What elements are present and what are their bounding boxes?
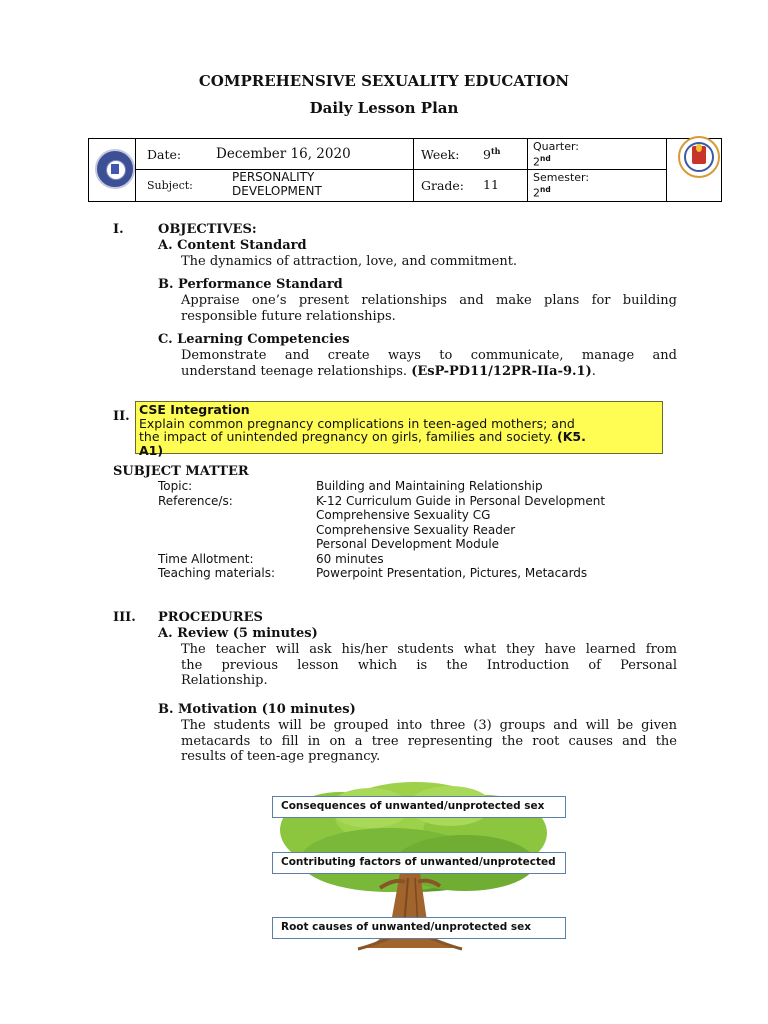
metacard-consequences: Consequences of unwanted/unprotected sex [272, 796, 566, 818]
document-subtitle: Daily Lesson Plan [309, 99, 459, 117]
cse-heading: CSE Integration [139, 402, 250, 417]
learning-competencies-text: Demonstrate and create ways to communicate, manage and understand teenage relationships. (EsP-PD11/12PR-IIa-9.1). [181, 348, 677, 379]
metacard-root-causes: Root causes of unwanted/unprotected sex [272, 917, 566, 939]
grade-label: Grade: [421, 178, 465, 193]
cse-integration-box [135, 401, 663, 458]
school-seal-icon [678, 136, 720, 178]
semester-cell: Semester: 2nd [533, 171, 590, 200]
week-value: 9th [483, 146, 501, 163]
date-label: Date: [147, 147, 182, 162]
cse-line1: Explain common pregnancy complications in teen-aged mothers; and [139, 415, 575, 431]
subject-matter-heading: SUBJECT MATTER [113, 464, 249, 479]
content-standard-text: The dynamics of attraction, love, and commitment. [181, 254, 518, 269]
subject-matter-values: Building and Maintaining Relationship K-12 Curriculum Guide in Personal Development Comprehensive Sexuality CG Comprehensive Sexuality Reader Personal Development Module 60 minutes Powerpoint Presentation, Pictures, Metacards [316, 479, 606, 580]
subject-label: Subject: [147, 179, 193, 192]
motivation-text: The students will be grouped into three (3) groups and will be given metacards to fill in on a tree representing the root causes and the results of teen-age pregnancy. [181, 718, 677, 764]
review-text: The teacher will ask his/her students what they have learned from the previous lesson which is the Introduction of Personal Relationship. [181, 642, 677, 688]
objectives-numeral: I. [113, 222, 124, 237]
info-table [88, 138, 722, 202]
review-heading: A. Review (5 minutes) [158, 626, 318, 641]
procedures-numeral: III. [113, 610, 136, 625]
quarter-cell: Quarter: 2nd [533, 140, 580, 169]
objectives-heading: OBJECTIVES: [158, 222, 257, 237]
performance-standard-heading: B. Performance Standard [158, 277, 343, 292]
cse-code-end: A1) [139, 442, 164, 458]
content-standard-heading: A. Content Standard [158, 238, 307, 253]
deped-seal-icon [95, 149, 135, 189]
metacard-contributing-factors: Contributing factors of unwanted/unprotected [272, 852, 566, 874]
document-title: COMPREHENSIVE SEXUALITY EDUCATION [198, 72, 570, 90]
date-value: December 16, 2020 [216, 146, 351, 162]
performance-standard-text: Appraise one’s present relationships and make plans for building responsible future relationships. [181, 293, 677, 324]
procedures-heading: PROCEDURES [158, 610, 263, 625]
cse-line2: the impact of unintended pregnancy on girls, families and society. (K5. [139, 429, 586, 444]
cse-numeral: II. [113, 409, 130, 424]
learning-competencies-heading: C. Learning Competencies [158, 332, 350, 347]
motivation-heading: B. Motivation (10 minutes) [158, 702, 356, 717]
subject-value: PERSONALITY DEVELOPMENT [232, 170, 322, 198]
subject-matter-labels: Topic: Reference/s: Time Allotment: Teaching materials: [158, 479, 275, 580]
grade-value: 11 [483, 177, 499, 192]
week-label: Week: [421, 147, 460, 162]
